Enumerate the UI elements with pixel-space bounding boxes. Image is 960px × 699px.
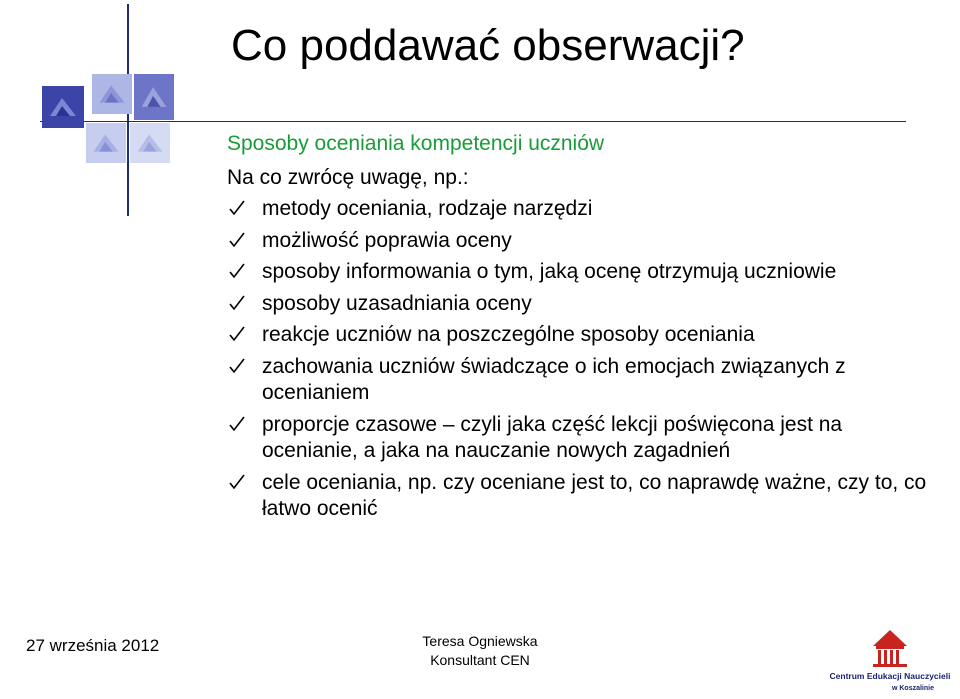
list-item (227, 259, 927, 286)
list-item-text: zachowania uczniów świadczące o ich emocjach związanych z ocenianiem (262, 354, 846, 404)
decor-tile-icon (86, 123, 126, 163)
slide-subtitle: Sposoby oceniania kompetencji uczniów (227, 132, 605, 155)
list-item-text: reakcje uczniów na poszczególne sposoby oceniania (262, 323, 755, 346)
checkmark-icon (229, 295, 245, 311)
decor-tile-icon (42, 86, 84, 128)
checkmark-icon (229, 232, 245, 248)
list-item (227, 412, 927, 465)
checkmark-icon (229, 358, 245, 374)
decor-horizontal-line (40, 121, 906, 122)
logo-line2: w Koszalinie (891, 685, 935, 692)
author-name: Teresa Ogniewska (422, 633, 538, 649)
list-item-text: proporcje czasowe – czyli jaka część lekcji poświęcona jest na ocenianie, a jaka na nauczanie nowych zagadnień (262, 412, 843, 462)
decor-tile-icon (92, 74, 132, 114)
checkmark-icon (229, 200, 245, 216)
building-icon (825, 624, 955, 694)
decor-tile-icon (134, 74, 174, 120)
list-item (227, 228, 927, 255)
intro-text: Na co zwrócę uwagę, np.: (227, 166, 469, 189)
list-item-text: metody oceniania, rodzaje narzędzi (262, 197, 593, 220)
list-item (227, 470, 927, 523)
cen-logo (825, 624, 955, 694)
list-item-text: możliwość poprawia oceny (262, 228, 512, 252)
checkmark-icon (229, 474, 245, 490)
list-item (227, 354, 927, 407)
footer-date: 27 września 2012 (26, 636, 160, 655)
checklist (227, 196, 927, 528)
list-item (227, 322, 927, 349)
author-role: Konsultant CEN (430, 652, 530, 668)
checkmark-icon (229, 263, 245, 279)
checkmark-icon (229, 416, 245, 432)
logo-line1: Centrum Edukacji Nauczycieli (829, 671, 951, 681)
list-item-text: cele oceniania, np. czy oceniane jest to, co naprawdę ważne, czy to, co łatwo ocenić (262, 470, 927, 520)
list-item (227, 291, 927, 318)
slide-title: Co poddawać obserwacji? (231, 21, 745, 70)
list-item (227, 196, 927, 223)
list-item-text: sposoby uzasadniania oceny (262, 291, 532, 315)
footer-author (395, 632, 565, 670)
checkmark-icon (229, 326, 245, 342)
list-item-text: sposoby informowania o tym, jaką ocenę otrzymują uczniowie (262, 260, 837, 283)
decor-tile-icon (130, 123, 170, 163)
